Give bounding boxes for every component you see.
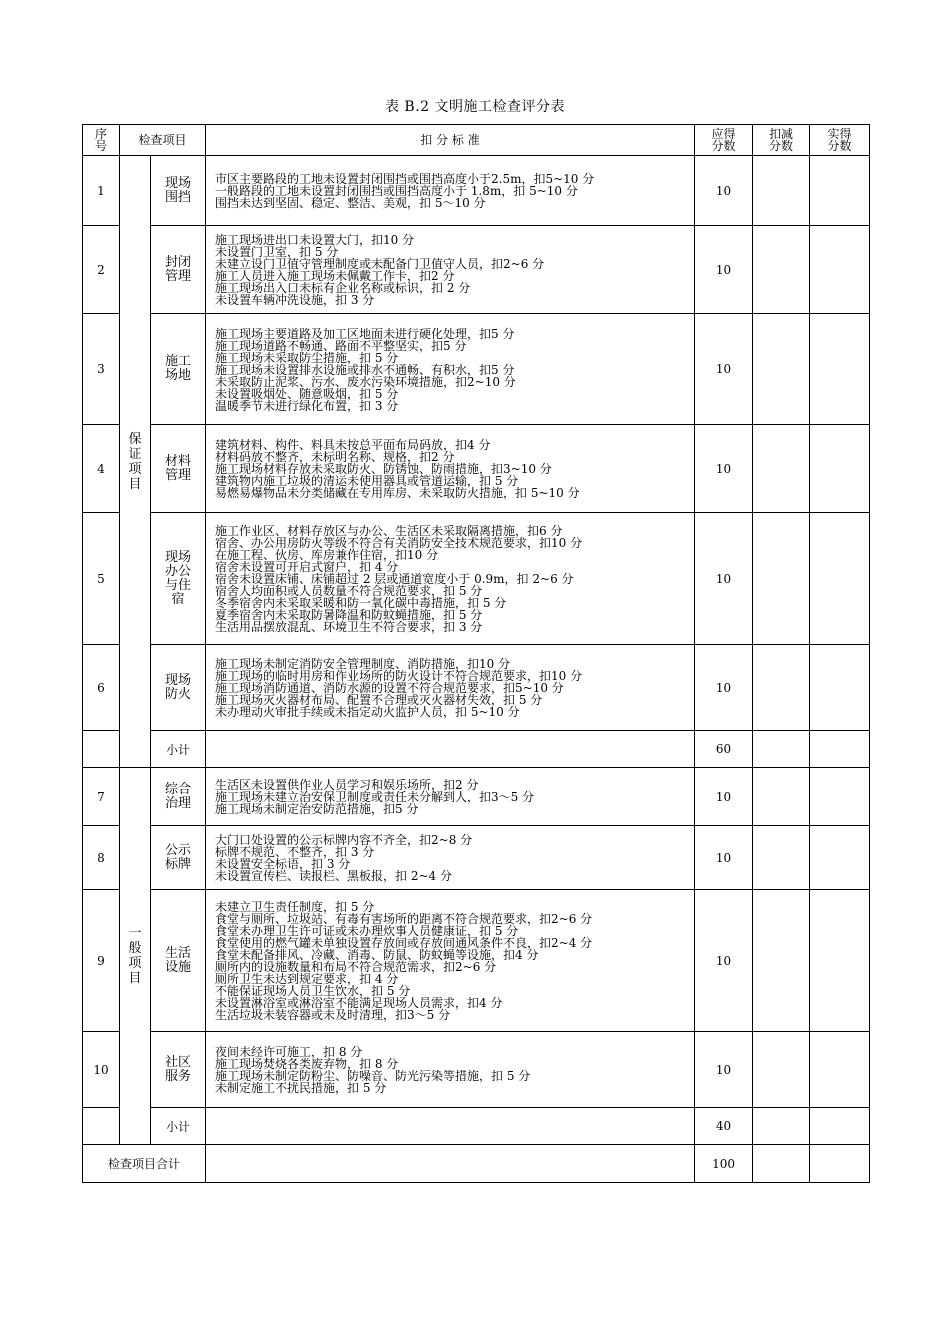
criteria-line: 施工现场主要道路及加工区地面未进行硬化处理，扣5 分 xyxy=(215,326,515,341)
criteria-line: 宿舍人均面积或人员数量不符合规范要求，扣 5 分 xyxy=(215,584,483,598)
deduct-score-cell[interactable] xyxy=(753,890,810,1032)
criteria-line: 生活区未设置供作业人员学习和娱乐场所，扣2 分 xyxy=(215,778,479,792)
header-no: 序号 xyxy=(83,125,120,156)
table-row xyxy=(83,513,870,645)
item-name-text: 公示标牌 xyxy=(164,842,191,872)
group-label: 保证项目 xyxy=(128,431,142,492)
criteria-line: 未采取防止泥浆、污水、废水污染环境措施，扣2~10 分 xyxy=(215,374,516,389)
item-name xyxy=(151,156,206,226)
criteria-line: 施工现场未设置排水设施或排水不通畅、有积水，扣5 分 xyxy=(215,362,515,377)
actual-score-cell[interactable] xyxy=(810,425,870,513)
total-score: 100 xyxy=(695,1145,753,1183)
item-name xyxy=(151,314,206,425)
item-name xyxy=(151,513,206,645)
total-label: 检查项目合计 xyxy=(83,1145,206,1183)
deduction-criteria xyxy=(206,826,695,890)
actual-score-cell[interactable] xyxy=(810,768,870,826)
criteria-line: 市区主要路段的工地未设置封闭围挡或围挡高度小于2.5m，扣5~10 分 xyxy=(215,172,595,186)
actual-score-cell[interactable] xyxy=(810,314,870,425)
empty-cell xyxy=(83,1108,120,1145)
table-title: 表 B.2 文明施工检查评分表 xyxy=(384,99,566,115)
item-name xyxy=(151,890,206,1032)
row-number: 6 xyxy=(83,645,120,731)
criteria-line: 标牌不规范、不整齐，扣 3 分 xyxy=(215,845,375,859)
due-score: 10 xyxy=(695,513,753,645)
item-name-text: 现场办公与住宿 xyxy=(164,549,191,607)
item-name xyxy=(151,1032,206,1108)
criteria-line: 夜间未经许可施工，扣 8 分 xyxy=(215,1045,363,1059)
criteria-line: 夏季宿舍内未采取防暑降温和防蚊蝇措施，扣 5 分 xyxy=(215,608,483,622)
empty-cell xyxy=(206,1145,695,1183)
criteria-line: 食堂使用的燃气罐未单独设置存放间或存放间通风条件不良，扣2~4 分 xyxy=(215,936,593,950)
due-score: 10 xyxy=(695,768,753,826)
deduct-score-cell[interactable] xyxy=(753,645,810,731)
total-row xyxy=(83,1145,870,1183)
header-actual-score: 实得分数 xyxy=(810,125,870,156)
criteria-line: 施工人员进入施工现场未佩戴工作卡，扣2 分 xyxy=(215,269,455,283)
criteria-line: 未办理动火审批手续或未指定动火监护人员，扣 5~10 分 xyxy=(215,705,520,719)
table-row xyxy=(83,156,870,226)
item-name-text: 封闭管理 xyxy=(164,254,191,284)
deduct-score-cell[interactable] xyxy=(753,826,810,890)
item-name xyxy=(151,226,206,314)
item-name-text: 生活设施 xyxy=(164,945,191,975)
item-name-text: 施工场地 xyxy=(164,354,191,383)
criteria-line: 一般路段的工地未设置封闭围挡或围挡高度小于 1.8m，扣 5~10 分 xyxy=(215,184,578,198)
criteria-line: 施工现场灭火器材布局、配置不合理或灭火器材失效，扣 5 分 xyxy=(215,693,543,707)
criteria-line: 大门口处设置的公示标牌内容不齐全，扣2~8 分 xyxy=(215,833,473,847)
criteria-line: 食堂未办理卫生许可证或未办理炊事人员健康证，扣 5 分 xyxy=(215,924,519,938)
criteria-line: 施工现场未制定防粉尘、防噪音、防光污染等措施，扣 5 分 xyxy=(215,1069,531,1083)
criteria-line: 生活垃圾未装容器或未及时清理，扣3～5 分 xyxy=(215,1008,451,1022)
due-score: 10 xyxy=(695,826,753,890)
criteria-line: 施工现场焚烧各类废弃物，扣 8 分 xyxy=(215,1057,399,1071)
due-score: 10 xyxy=(695,314,753,425)
criteria-line: 易燃易爆物品未分类储藏在专用库房、未采取防火措施，扣 5~10 分 xyxy=(215,486,580,500)
item-name-text: 社区服务 xyxy=(164,1054,191,1084)
subtotal-label: 小计 xyxy=(151,731,206,768)
row-number: 7 xyxy=(83,768,120,826)
group-guarantee xyxy=(120,156,151,768)
header-criteria: 扣 分 标 准 xyxy=(206,125,695,156)
criteria-line: 建筑材料、构件、料具未按总平面布局码放，扣4 分 xyxy=(215,438,491,452)
subtotal-row xyxy=(83,731,870,768)
deduction-criteria xyxy=(206,156,695,226)
criteria-line: 未设置门卫室，扣 5 分 xyxy=(215,245,339,259)
table-row xyxy=(83,425,870,513)
header-due-score: 应得分数 xyxy=(695,125,753,156)
deduct-score-cell[interactable] xyxy=(753,768,810,826)
criteria-line: 施工现场的临时用房和作业场所的防火设计不符合规范要求，扣10 分 xyxy=(215,669,583,683)
deduct-score-cell[interactable] xyxy=(753,1032,810,1108)
deduction-criteria xyxy=(206,645,695,731)
criteria-line: 施工现场道路不畅通、路面不平整坚实，扣5 分 xyxy=(215,338,467,353)
criteria-line: 施工现场消防通道、消防水源的设置不符合规范要求，扣5~10 分 xyxy=(215,681,564,695)
subtotal-row xyxy=(83,1108,870,1145)
table-row xyxy=(83,645,870,731)
item-name xyxy=(151,768,206,826)
criteria-line: 施工现场未建立治安保卫制度或责任未分解到人，扣3～5 分 xyxy=(215,790,535,804)
actual-score-cell[interactable] xyxy=(810,513,870,645)
subtotal-label: 小计 xyxy=(151,1108,206,1145)
actual-score-cell[interactable] xyxy=(810,645,870,731)
criteria-line: 生活用品摆放混乱、环境卫生不符合要求，扣 3 分 xyxy=(215,620,483,634)
criteria-line: 施工现场未制定治安防范措施，扣5 分 xyxy=(215,802,419,816)
deduct-score-cell[interactable] xyxy=(753,1145,810,1183)
row-number: 10 xyxy=(83,1032,120,1108)
criteria-line: 材料码放不整齐，未标明名称、规格，扣2 分 xyxy=(215,450,455,464)
due-score: 10 xyxy=(695,1032,753,1108)
criteria-line: 施工现场出入口未标有企业名称或标识，扣 2 分 xyxy=(215,281,471,295)
deduct-score-cell[interactable] xyxy=(753,314,810,425)
actual-score-cell[interactable] xyxy=(810,226,870,314)
header-row xyxy=(83,125,870,156)
criteria-line: 温暖季节未进行绿化布置，扣 3 分 xyxy=(215,398,399,413)
due-score: 10 xyxy=(695,645,753,731)
table-row xyxy=(83,768,870,826)
criteria-line: 施工现场进出口未设置大门，扣10 分 xyxy=(215,233,415,247)
criteria-line: 建筑物内施工垃圾的清运未使用器具或管道运输，扣 5 分 xyxy=(215,474,519,488)
actual-score-cell[interactable] xyxy=(810,1108,870,1145)
criteria-line: 未建立卫生责任制度，扣 5 分 xyxy=(215,900,375,914)
criteria-line: 未设置吸烟处、随意吸烟，扣 5 分 xyxy=(215,386,399,401)
due-score: 10 xyxy=(695,156,753,226)
table-row xyxy=(83,890,870,1032)
table-row xyxy=(83,826,870,890)
empty-cell xyxy=(206,1108,695,1145)
item-name-text: 现场防火 xyxy=(164,672,191,702)
deduction-criteria xyxy=(206,226,695,314)
criteria-line: 未设置淋浴室或淋浴室不能满足现场人员需求，扣4 分 xyxy=(215,996,503,1010)
criteria-line: 施工作业区、材料存放区与办公、生活区未采取隔离措施，扣6 分 xyxy=(215,524,563,538)
score-table xyxy=(82,124,870,1183)
criteria-line: 宿舍未设置可开启式窗户，扣 4 分 xyxy=(215,560,399,574)
row-number: 4 xyxy=(83,425,120,513)
deduction-criteria xyxy=(206,513,695,645)
row-number: 8 xyxy=(83,826,120,890)
criteria-line: 未制定施工不扰民措施，扣 5 分 xyxy=(215,1081,387,1095)
deduct-score-cell[interactable] xyxy=(753,226,810,314)
header-item: 检查项目 xyxy=(120,125,206,156)
row-number: 9 xyxy=(83,890,120,1032)
deduct-score-cell[interactable] xyxy=(753,1108,810,1145)
deduct-score-cell[interactable] xyxy=(753,731,810,768)
criteria-line: 施工现场未制定消防安全管理制度、消防措施，扣10 分 xyxy=(215,657,511,671)
deduct-score-cell[interactable] xyxy=(753,513,810,645)
criteria-line: 施工现场未采取防尘措施，扣 5 分 xyxy=(215,350,399,365)
actual-score-cell[interactable] xyxy=(810,890,870,1032)
item-name-text: 材料管理 xyxy=(164,453,191,483)
criteria-line: 施工现场材料存放未采取防火、防锈蚀、防雨措施，扣3~10 分 xyxy=(215,462,552,476)
actual-score-cell[interactable] xyxy=(810,1145,870,1183)
criteria-line: 厕所卫生未达到规定要求，扣 4 分 xyxy=(215,972,399,986)
item-name-text: 综合治理 xyxy=(164,781,191,811)
deduction-criteria xyxy=(206,1032,695,1108)
empty-cell xyxy=(206,731,695,768)
group-label: 一般项目 xyxy=(128,926,142,986)
due-score: 10 xyxy=(695,890,753,1032)
row-number: 3 xyxy=(83,314,120,425)
deduction-criteria xyxy=(206,425,695,513)
criteria-line: 围挡未达到坚固、稳定、整洁、美观，扣 5～10 分 xyxy=(215,196,486,210)
table-row xyxy=(83,314,870,425)
actual-score-cell[interactable] xyxy=(810,826,870,890)
header-deduct-score: 扣减分数 xyxy=(753,125,810,156)
table-row xyxy=(83,226,870,314)
actual-score-cell[interactable] xyxy=(810,731,870,768)
item-name xyxy=(151,425,206,513)
item-name xyxy=(151,645,206,731)
actual-score-cell[interactable] xyxy=(810,156,870,226)
criteria-line: 食堂未配备排风、冷藏、消毒、防鼠、防蚊蝇等设施，扣4 分 xyxy=(215,948,539,962)
item-name-text: 现场围挡 xyxy=(164,175,191,205)
criteria-line: 食堂与厕所、垃圾站、有毒有害场所的距离不符合规范要求，扣2~6 分 xyxy=(215,912,593,926)
criteria-line: 在施工程、伙房、库房兼作住宿，扣10 分 xyxy=(215,548,439,562)
row-number: 1 xyxy=(83,156,120,226)
row-number: 2 xyxy=(83,226,120,314)
item-name xyxy=(151,826,206,890)
due-score: 10 xyxy=(695,226,753,314)
row-number: 5 xyxy=(83,513,120,645)
criteria-line: 厕所内的设施数量和布局不符合规范需求，扣2~6 分 xyxy=(215,960,497,974)
deduct-score-cell[interactable] xyxy=(753,425,810,513)
deduction-criteria xyxy=(206,890,695,1032)
criteria-line: 未设置安全标语，扣 3 分 xyxy=(215,857,351,871)
deduction-criteria xyxy=(206,314,695,425)
criteria-line: 宿舍、办公用房防火等级不符合有关消防安全技术规范要求，扣10 分 xyxy=(215,536,583,550)
subtotal-score: 40 xyxy=(695,1108,753,1145)
criteria-line: 未设置车辆冲洗设施，扣 3 分 xyxy=(215,293,375,307)
subtotal-score: 60 xyxy=(695,731,753,768)
table-row xyxy=(83,1032,870,1108)
deduct-score-cell[interactable] xyxy=(753,156,810,226)
criteria-line: 不能保证现场人员卫生饮水，扣 5 分 xyxy=(215,984,411,998)
criteria-line: 宿舍未设置床铺、床铺超过 2 层或通道宽度小于 0.9m，扣 2~6 分 xyxy=(215,572,574,586)
actual-score-cell[interactable] xyxy=(810,1032,870,1108)
deduction-criteria xyxy=(206,768,695,826)
criteria-line: 未设置宣传栏、读报栏、黑板报，扣 2~4 分 xyxy=(215,869,452,883)
criteria-line: 未建立设门卫值守管理制度或未配备门卫值守人员，扣2~6 分 xyxy=(215,257,545,271)
due-score: 10 xyxy=(695,425,753,513)
group-general xyxy=(120,768,151,1145)
criteria-line: 冬季宿舍内未采取采暖和防一氧化碳中毒措施，扣 5 分 xyxy=(215,596,507,610)
empty-cell xyxy=(83,731,120,768)
